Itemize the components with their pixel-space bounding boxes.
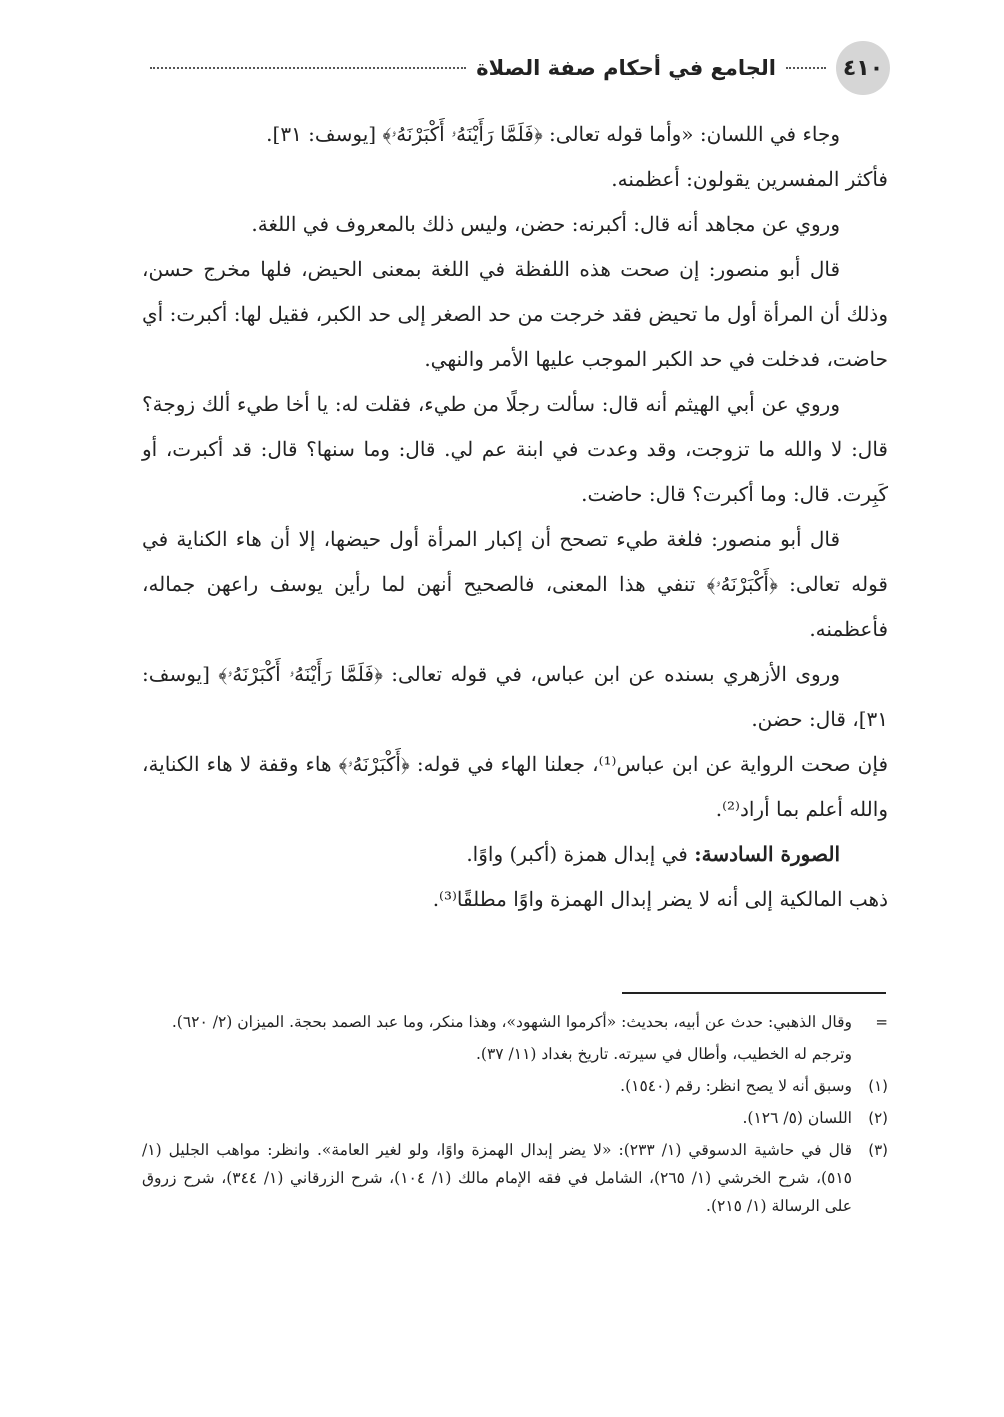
section-heading-label: الصورة السادسة: — [694, 842, 840, 866]
footnote-number: (٣) — [868, 1141, 888, 1159]
paragraph: فإن صحت الرواية عن ابن عباس⁽¹⁾، جعلنا الهاء في قوله: ﴿أَكْبَرْنَهُۥ﴾ هاء وقفة لا هاء الكناية، والله أعلم بما أراد⁽²⁾. — [142, 752, 889, 821]
paragraph: وروى الأزهري بسنده عن ابن عباس، في قوله تعالى: ﴿فَلَمَّا رَأَيْنَهُۥ أَكْبَرْنَهُۥ﴾ [يوسف: ٣١]، قال: حضن. — [142, 662, 888, 731]
footnote-text: قال في حاشية الدسوقي (١/ ٢٣٣): «لا يضر إبدال الهمزة واوًا، ولو لغير العامة». وانظر: مواهب الجليل (١/ ٥١٥)، شرح الخرشي (١/ ٢٦٥)، الشامل في فقه الإمام مالك (١/ ١٠٤)، شرح الزرقاني (١/ ٣٤٤)، شرح زروق على الرسالة (١/ ٢١٥). — [142, 1141, 853, 1215]
page-header — [140, 40, 890, 96]
footnote-continuation-text: وقال الذهبي: حدث عن أبيه، بحديث: «أكرموا الشهود»، وهذا منكر، وما عبد الصمد بحجة. الميزان (٢/ ٦٢٠). — [171, 1013, 852, 1031]
footnote-continuation — [142, 1008, 888, 1036]
main-text — [142, 112, 888, 922]
footnote-continuation-text: وترجم له الخطيب، وأطال في سيرته. تاريخ بغداد (١١/ ٣٧). — [475, 1045, 852, 1063]
footnotes — [142, 1008, 888, 1224]
footnote-separator — [622, 992, 886, 994]
header-dots-left — [150, 67, 466, 69]
footnote-number: (٢) — [868, 1109, 888, 1127]
footnote — [142, 1072, 888, 1100]
section-heading-rest: في إبدال همزة (أكبر) واوًا. — [466, 842, 695, 866]
footnote — [142, 1136, 888, 1220]
header-dots-right — [786, 67, 826, 69]
continuation-mark: = — [875, 1013, 888, 1031]
running-title: الجامع في أحكام صفة الصلاة — [476, 56, 776, 80]
footnote-number: (١) — [868, 1077, 888, 1095]
paragraph: فأكثر المفسرين يقولون: أعظمنه. — [611, 167, 888, 191]
footnote — [142, 1104, 888, 1132]
section-heading — [142, 832, 888, 877]
footnote-text: اللسان (٥/ ١٢٦). — [742, 1109, 852, 1127]
footnote-text: وسبق أنه لا يصح انظر: رقم (١٥٤٠). — [620, 1077, 852, 1095]
paragraph: وروي عن مجاهد أنه قال: أكبرنه: حضن، وليس ذلك بالمعروف في اللغة. — [251, 212, 840, 236]
page-number: ٤١٠ — [836, 41, 890, 95]
section-text: ذهب المالكية إلى أنه لا يضر إبدال الهمزة واوًا مطلقًا⁽³⁾. — [432, 887, 888, 911]
paragraph: وروي عن أبي الهيثم أنه قال: سألت رجلًا من طيء، فقلت له: يا أخا طيء ألك زوجة؟ قال: لا والله ما تزوجت، وقد وعدت في ابنة عم لي. قال: وما سنها؟ قال: قد أكبرت، أو كَبِرت. قال: وما أكبرت؟ قال: حاضت. — [142, 392, 888, 506]
paragraph: قال أبو منصور: إن صحت هذه اللفظة في اللغة بمعنى الحيض، فلها مخرج حسن، وذلك أن المرأة أول ما تحيض فقد خرجت من حد الصغر إلى حد الكبر، فقيل لها: أكبرت: أي حاضت، فدخلت في حد الكبر الموجب عليها الأمر والنهي. — [142, 257, 888, 371]
paragraph: قال أبو منصور: فلغة طيء تصحح أن إكبار المرأة أول حيضها، إلا أن هاء الكناية في قوله تعالى: ﴿أَكْبَرْنَهُۥ﴾ تنفي هذا المعنى، فالصحيح أنهن لما رأين يوسف راعهن جماله، فأعظمنه. — [142, 527, 888, 641]
paragraph: وجاء في اللسان: «وأما قوله تعالى: ﴿فَلَمَّا رَأَيْنَهُۥ أَكْبَرْنَهُۥ﴾ [يوسف: ٣١]. — [266, 122, 840, 146]
